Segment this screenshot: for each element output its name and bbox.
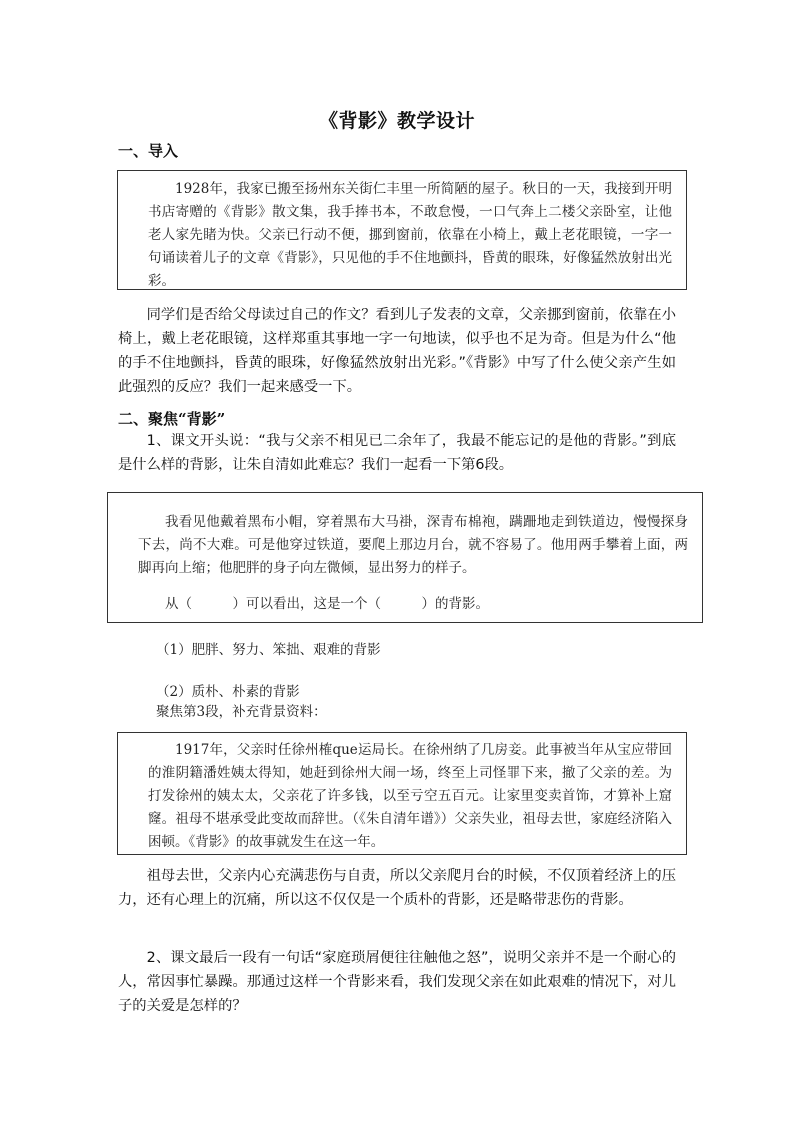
- quote-text-intro: 1928年，我家已搬至扬州东关街仁丰里一所简陋的屋子。秋日的一天，我接到开明书店寄赠的《背影》散文集，我手捧书本，不敢怠慢，一口气奔上二楼父亲卧室，让他老人家先睹为快。父亲已行动不便，挪到窗前，依靠在小椅上，戴上老花眼镜，一字一句诵读着儿子的文章《背影》，只见他的手不住地颤抖，昏黄的眼珠，好像猛然放射出光彩。: [148, 181, 672, 289]
- document-title: 《背影》教学设计: [318, 110, 475, 132]
- quote-text-paragraph-6: 我看见他戴着黑布小帽，穿着黑布大马褂，深青布棉袍，蹒跚地走到铁道边，慢慢探身下去，尚不大难。可是他穿过铁道，要爬上那边月台，就不容易了。他用两手攀着上面，两脚再向上缩；他肥胖的身子向左微倾，显出努力的样子。: [138, 514, 688, 576]
- answer-item-1: （1）肥胖、努力、笨拙、艰难的背影: [156, 642, 381, 658]
- section-heading-intro: 一、导入: [118, 142, 179, 160]
- quote-box-intro: [117, 170, 687, 290]
- background-info-box: [117, 732, 687, 855]
- focus-paragraph-1: 1、课文开头说：“我与父亲不相见已二余年了，我最不能忘记的是他的背影。”到底是什么样的背影，让朱自清如此难忘？我们一起看一下第6段。: [118, 433, 676, 473]
- focus-paragraph-3-label: 聚焦第3段，补充背景资料：: [156, 704, 327, 720]
- intro-paragraph: 同学们是否给父母读过自己的作文？看到儿子发表的文章，父亲挪到窗前，依靠在小椅上，戴上老花眼镜，这样郑重其事地一字一句地读，似乎也不足为奇。但是为什么“他的手不住地颤抖，昏黄的眼珠，好像猛然放射出光彩。”《背影》中写了什么使父亲产生如此强烈的反应？我们一起来感受一下。: [118, 307, 676, 395]
- answer-item-2: （2）质朴、朴素的背影: [156, 684, 300, 700]
- quote-box-paragraph-6: [107, 492, 703, 623]
- quote-question: 从（ ）可以看出，这是一个（ ）的背影。: [165, 596, 489, 612]
- analysis-paragraph: 祖母去世，父亲内心充满悲伤与自责，所以父亲爬月台的时候，不仅顶着经济上的压力，还有心理上的沉痛，所以这不仅仅是一个质朴的背影，还是略带悲伤的背影。: [118, 868, 676, 908]
- section-heading-focus: 二、聚焦“背影”: [118, 410, 226, 428]
- background-info-text: 1917年，父亲时任徐州榷que运局长。在徐州纳了几房妾。此事被当年从宝应带回的淮阴籍潘姓姨太得知，她赶到徐州大闹一场，终至上司怪罪下来，撤了父亲的差。为打发徐州的姨太太，父亲花了许多钱，以至亏空五百元。让家里变卖首饰，才算补上窟窿。祖母不堪承受此变故而辞世。（《朱自清年谱》）父亲失业，祖母去世，家庭经济陷入困顿。《背影》的故事就发生在这一年。: [148, 742, 672, 850]
- question-paragraph: 2、课文最后一段有一句话“家庭琐屑便往往触他之怒”，说明父亲并不是一个耐心的人，常因事忙暴躁。那通过这样一个背影来看，我们发现父亲在如此艰难的情况下，对儿子的关爱是怎样的？: [118, 950, 676, 1014]
